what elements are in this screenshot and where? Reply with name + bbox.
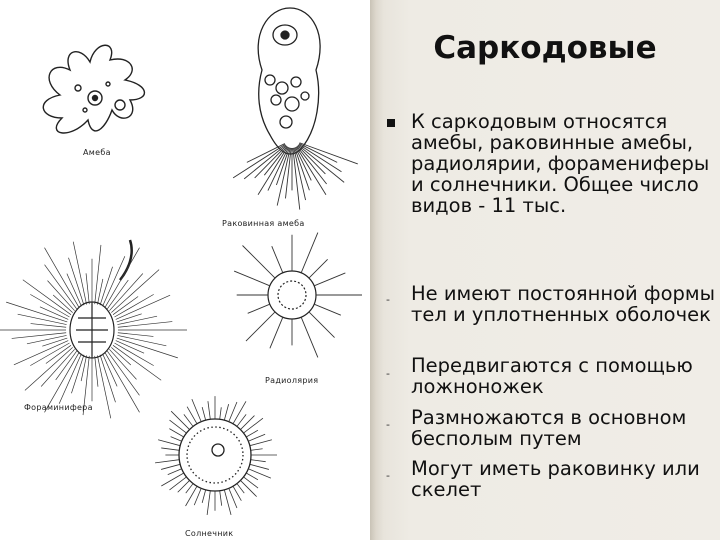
intro-paragraph: К саркодовым относятся амебы, раковинные амебы, радиолярии, форамениферы и солнечники. Общее число видов - 11 тыс.: [411, 110, 710, 217]
square-bullet-icon: [387, 119, 395, 127]
label-radiolaria: Радиолярия: [265, 376, 319, 385]
radiolaria-drawing: [268, 271, 316, 319]
dash-bullet-icon: -: [386, 418, 390, 431]
label-amoeba: Амеба: [83, 148, 111, 157]
shell-amoeba-drawing: [258, 8, 320, 154]
bullet-item: Размножаются в основном бесполым путем: [411, 406, 687, 450]
label-shell-amoeba: Раковинная амеба: [222, 219, 305, 228]
amoeba-drawing: [43, 45, 144, 133]
label-heliozoa: Солнечник: [185, 529, 234, 538]
slide-title: Саркодовые: [433, 30, 657, 66]
dash-bullet-icon: -: [386, 469, 390, 482]
radiolaria-spines: [234, 233, 362, 358]
heliozoa-drawing: [179, 419, 251, 491]
dash-bullet-icon: -: [386, 293, 390, 306]
bullet-item: Не имеют постоянной формы тел и уплотненных оболочек: [411, 282, 716, 326]
foraminifera-drawing: [70, 240, 132, 358]
dash-bullet-icon: -: [386, 367, 390, 380]
label-foraminifera: Фораминифера: [24, 403, 93, 412]
bullet-item: Могут иметь раковинку или скелет: [411, 457, 700, 501]
bullet-item: Передвигаются с помощью ложноножек: [411, 354, 693, 398]
